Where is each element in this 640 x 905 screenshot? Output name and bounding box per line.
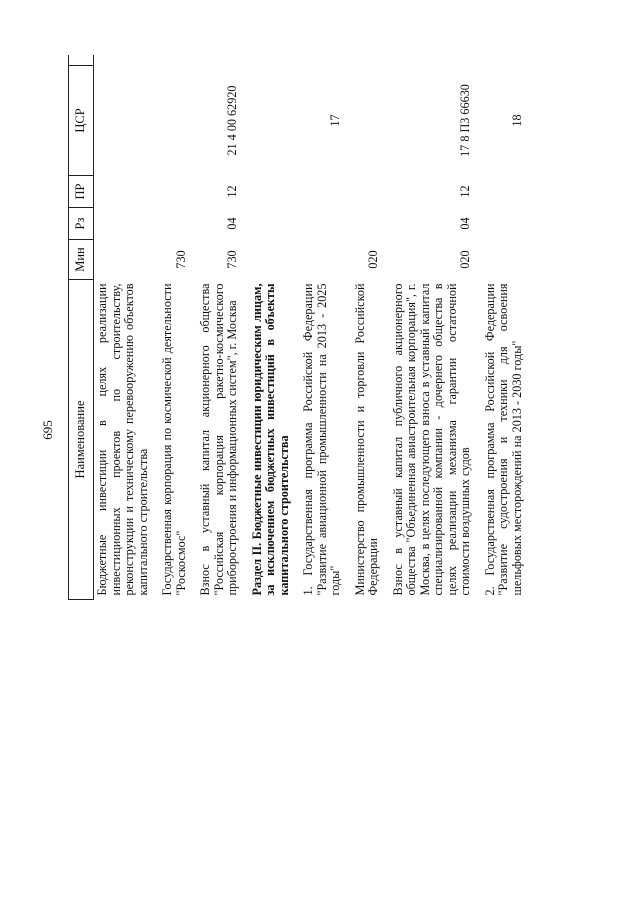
row-name: Взнос в уставный капитал публичного акционерного общества "Объединенная авиастроительная корпорация", г. Москва, в целях последующего взноса в уставный капитал специализированной компании - дочернего общества в целях реализации механизма гарантии остаточной стоимости воздушных судов	[390, 283, 472, 596]
header-rz: Рз	[69, 208, 94, 240]
row-sum	[152, 55, 190, 66]
row-sum	[94, 55, 153, 66]
row-csr	[152, 66, 190, 176]
row-name: Министерство промышленности и торговли Российской Федерации	[352, 283, 380, 596]
row-rz	[345, 208, 383, 240]
header-csr: ЦСР	[69, 66, 94, 176]
row-min	[475, 240, 527, 280]
row-pr	[475, 176, 527, 208]
row-min: 020	[366, 250, 380, 269]
row-min	[94, 240, 153, 280]
table-row	[242, 55, 294, 600]
landscape-sheet	[68, 55, 613, 600]
table-row	[293, 55, 345, 600]
row-pr	[152, 176, 190, 208]
row-rz	[475, 208, 527, 240]
row-csr: 18	[509, 114, 524, 127]
row-csr	[345, 66, 383, 176]
row-pr	[293, 176, 345, 208]
header-min: Мин	[69, 240, 94, 280]
table-row	[383, 55, 475, 600]
row-csr: 17	[328, 114, 342, 127]
row-sum	[345, 55, 383, 66]
row-sum	[383, 55, 475, 66]
row-rz: 04	[458, 217, 472, 230]
table-row	[152, 55, 190, 600]
row-csr	[94, 66, 153, 176]
row-name: Государственная корпорация по космической деятельности "Роскосмос"	[160, 283, 188, 596]
row-pr	[242, 176, 294, 208]
row-name: Раздел II. Бюджетные инвестиции юридическим лицам, за исключением бюджетных инвестиций в объекты капитального строительства	[249, 283, 291, 596]
table-header-row	[69, 55, 94, 600]
row-csr: 21 4 00 62920	[225, 85, 239, 156]
table-row	[345, 55, 383, 600]
row-rz	[293, 208, 345, 240]
row-name: Бюджетные инвестиции в целях реализации инвестиционных проектов по строительству, реконструкции и техническому перевооружению объектов капитального строительства	[95, 283, 150, 596]
row-pr	[345, 176, 383, 208]
page-number: 695	[40, 420, 55, 440]
row-pr: 12	[458, 185, 472, 198]
row-min: 730	[225, 250, 239, 269]
row-name: Взнос в уставный капитал акционерного общества "Российская корпорация ракетно-космического приборостроения и информационных систем", г. Москва	[198, 283, 239, 596]
budget-table	[68, 55, 526, 600]
row-pr: 12	[225, 185, 239, 198]
row-rz: 04	[225, 217, 239, 230]
row-rz	[242, 208, 294, 240]
row-rz	[94, 208, 153, 240]
row-sum	[242, 55, 294, 66]
row-csr: 17 8 П3 66630	[458, 84, 472, 157]
row-name: 2. Государственная программа Российской Федерации "Развитие судостроения и техники для освоения шельфовых месторождений на 2013 - 2030 годы"	[482, 283, 524, 596]
row-pr	[94, 176, 153, 208]
row-min	[293, 240, 345, 280]
rotated-page	[68, 55, 613, 850]
row-rz	[152, 208, 190, 240]
row-name: 1. Государственная программа Российской Федерации "Развитие авиационной промышленности на 2013 - 2025 годы"	[301, 283, 342, 596]
table-row	[190, 55, 242, 600]
header-sum	[69, 55, 94, 66]
header-name: Наименование	[69, 280, 94, 600]
table-row	[475, 55, 527, 600]
row-csr	[242, 66, 294, 176]
row-sum	[293, 55, 345, 66]
table-row	[94, 55, 153, 600]
header-pr: ПР	[69, 176, 94, 208]
row-sum	[475, 55, 527, 66]
row-sum	[190, 55, 242, 66]
row-min: 730	[173, 250, 188, 269]
row-min: 020	[458, 250, 472, 269]
row-min	[242, 240, 294, 280]
